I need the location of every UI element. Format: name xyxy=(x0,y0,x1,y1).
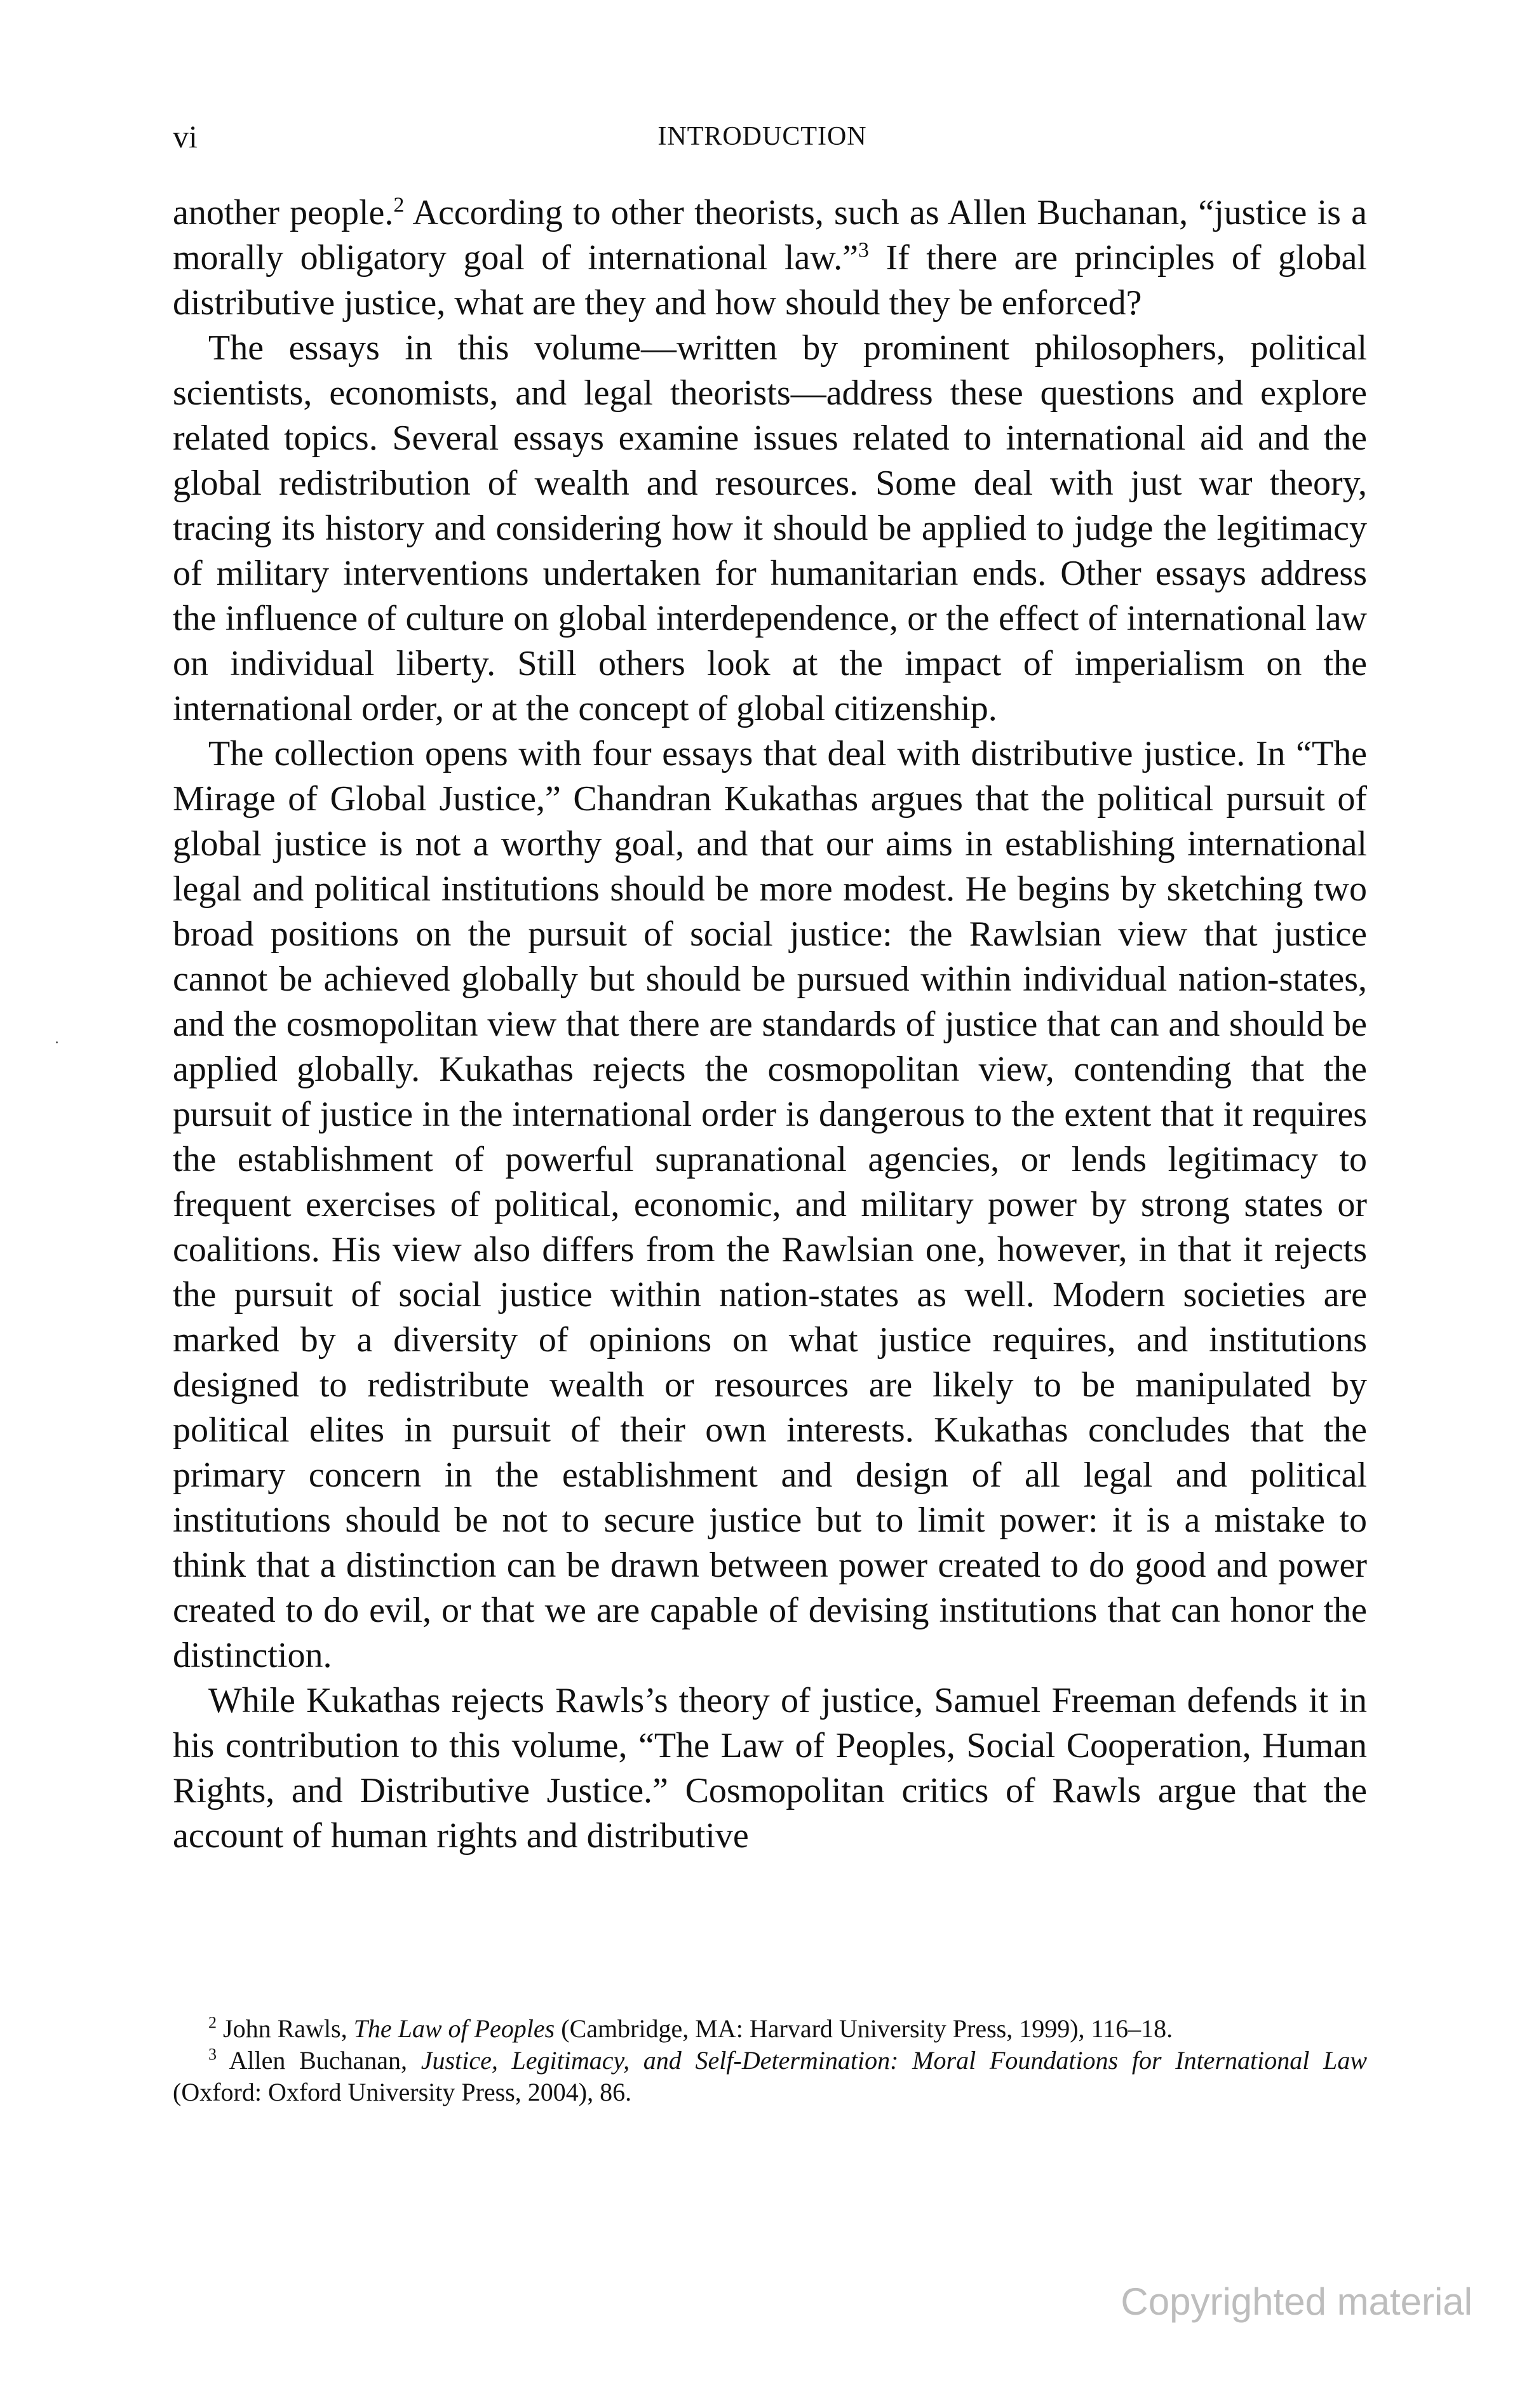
paragraph-1-text-a: another people. xyxy=(173,193,394,232)
footnote-2-number: 2 xyxy=(208,2013,217,2032)
footnote-2-author: John Rawls, xyxy=(217,2014,354,2043)
copyright-watermark: Copyrighted material xyxy=(1121,2280,1472,2323)
footnote-2-details: (Cambridge, MA: Harvard University Press, 1999), 116–18. xyxy=(555,2014,1173,2043)
paragraph-4: While Kukathas rejects Rawls’s theory of justice, Samuel Freeman defends it in his contribution to this volume, “The Law of Peoples, Social Cooperation, Human Rights, and Distributive Justice.” Cosmopolitan critics of Rawls argue that the account of human rights and distributive xyxy=(173,1681,1367,1856)
footnotes xyxy=(173,2013,1367,2108)
footnote-3-title: Justice, Legitimacy, and Self-Determination: Moral Foundations for International Law xyxy=(421,2046,1367,2075)
body-text xyxy=(173,191,1367,1859)
paragraph-1 xyxy=(173,191,1367,326)
stray-mark xyxy=(56,1041,58,1043)
paragraph-2: The essays in this volume—written by prominent philosophers, political scientists, economists, and legal theorists—address these questions and explore related topics. Several essays examine issues related to international aid and the global redistribution of wealth and resources. Some deal with just war theory, tracing its history and considering how it should be applied to judge the legitimacy of military interventions undertaken for humanitarian ends. Other essays address the influence of culture on global interdependence, or the effect of international law on individual liberty. Still others look at the impact of imperialism on the international order, or at the concept of global citizenship. xyxy=(173,328,1367,728)
footnote-2 xyxy=(173,2013,1367,2045)
footnote-ref-3[interactable]: 3 xyxy=(858,238,869,262)
footnote-3-details: (Oxford: Oxford University Press, 2004), 86. xyxy=(173,2078,632,2106)
footnote-3 xyxy=(173,2045,1367,2108)
paragraph-1-text-b: According to other theorists, such as Allen Buchanan, “justice is a morally obligatory goal of international law.” xyxy=(173,193,1368,278)
footnote-3-number: 3 xyxy=(208,2045,217,2064)
paragraph-1-text-c: If there are principles of global distributive justice, what are they and how should they be enforced? xyxy=(173,238,1367,323)
footnote-3-author: Allen Buchanan, xyxy=(217,2046,421,2075)
page-number: vi xyxy=(173,119,198,154)
footnote-2-title: The Law of Peoples xyxy=(353,2014,555,2043)
running-head xyxy=(0,114,1522,159)
paragraph-3: The collection opens with four essays that deal with distributive justice. In “The Mirage of Global Justice,” Chandran Kukathas argues that the political pursuit of global justice is not a worthy goal, and that our aims in establishing international legal and political institutions should be more modest. He begins by sketching two broad positions on the pursuit of social justice: the Rawlsian view that justice cannot be achieved globally but should be pursued within individual nation-states, and the cosmopolitan view that there are standards of justice that can and should be applied globally. Kukathas rejects the cosmopolitan view, contending that the pursuit of justice in the international order is dangerous to the extent that it requires the establishment of powerful supranational agencies, or lends legitimacy to frequent exercises of political, economic, and military power by strong states or coalitions. His view also differs from the Rawlsian one, however, in that it rejects the pursuit of social justice within nation-states as well. Modern societies are marked by a diversity of opinions on what justice requires, and institutions designed to redistribute wealth or resources are likely to be manipulated by political elites in pursuit of their own interests. Kukathas concludes that the primary concern in the establishment and design of all legal and political institutions should be not to secure justice but to limit power: it is a mistake to think that a distinction can be drawn between power created to do good and power created to do evil, or that we are capable of devising institutions that can honor the distinction. xyxy=(173,734,1367,1675)
footnote-ref-2[interactable]: 2 xyxy=(393,193,405,217)
running-title: INTRODUCTION xyxy=(657,122,867,151)
